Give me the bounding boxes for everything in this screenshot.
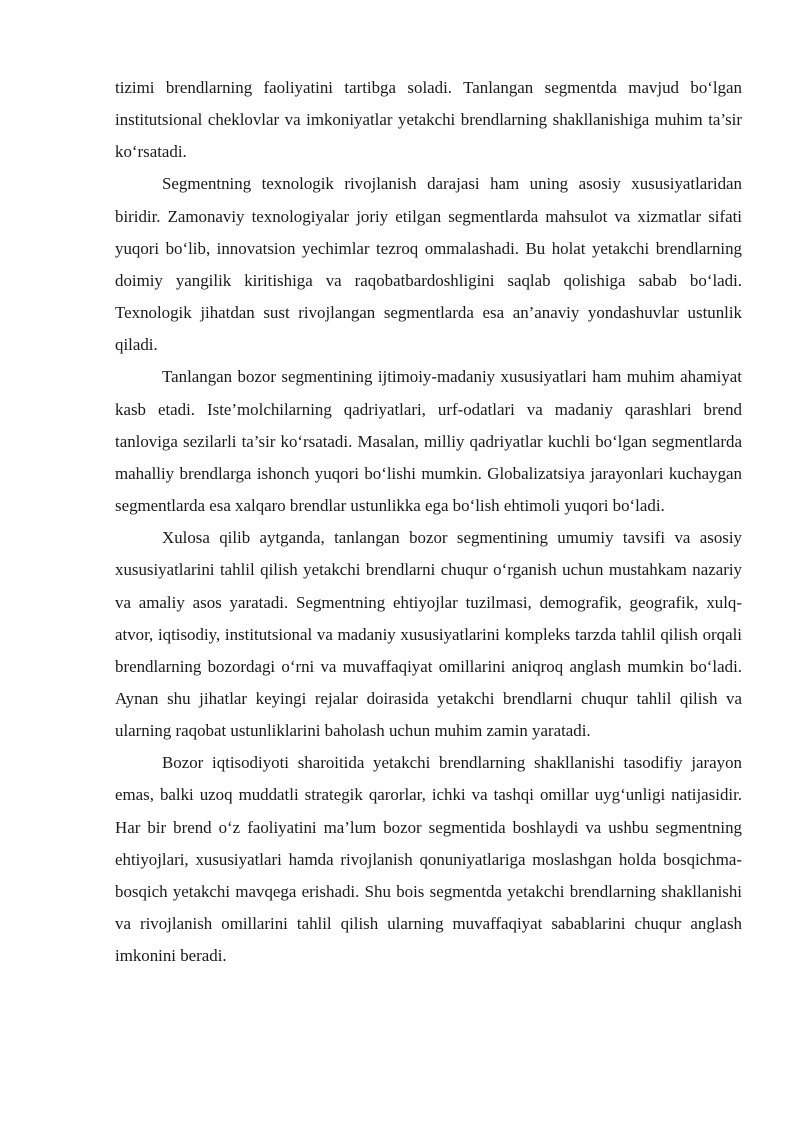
paragraph-continuation: tizimi brendlarning faoliyatini tartibga soladi. Tanlangan segmentda mavjud bo‘lgan institutsional cheklovlar va imkoniyatlar yetakchi brendlarning shakllanishiga muhim ta’sir ko‘rsatadi. bbox=[115, 78, 742, 162]
paragraph-market-economy: Bozor iqtisodiyoti sharoitida yetakchi brendlarning shakllanishi tasodifiy jarayon emas, balki uzoq muddatli strategik qarorlar, ichki va tashqi omillar uyg‘unligi natijasidir. Har bir brend o‘z faoliyatini ma’lum bozor segmentida boshlaydi va ushbu segmentning ehtiyojlari, xususiyatlari hamda rivojlanish qonuniyatlariga moslashgan holda bosqichma-bosqich yetakchi mavqega erishadi. Shu bois segmentda yetakchi brendlarning shakllanishi va rivojlanish omillarini tahlil qilish ularning muvaffaqiyat sabablarini chuqur anglash imkonini beradi. bbox=[115, 753, 742, 966]
paragraph-conclusion: Xulosa qilib aytganda, tanlangan bozor segmentining umumiy tavsifi va asosiy xususiyatlarini tahlil qilish yetakchi brendlarni chuqur o‘rganish uchun mustahkam nazariy va amaliy asos yaratadi. Segmentning ehtiyojlar tuzilmasi, demografik, geografik, xulq-atvor, iqtisodiy, institutsional va madaniy xususiyatlarini kompleks tarzda tahlil qilish orqali brendlarning bozordagi o‘rni va muvaffaqiyat omillarini aniqroq anglash mumkin bo‘ladi. Aynan shu jihatlar keyingi rejalar doirasida yetakchi brendlarni chuqur tahlil qilish va ularning raqobat ustunliklarini baholash uchun muhim zamin yaratadi. bbox=[115, 528, 742, 741]
paragraph-technology: Segmentning texnologik rivojlanish darajasi ham uning asosiy xususiyatlaridan biridir. Zamonaviy texnologiyalar joriy etilgan segmentlarda mahsulot va xizmatlar sifati yuqori bo‘lib, innovatsion yechimlar tezroq ommalashadi. Bu holat yetakchi brendlarning doimiy yangilik kiritishiga va raqobatbardoshligini saqlab qolishiga sabab bo‘ladi. Texnologik jihatdan sust rivojlangan segmentlarda esa an’anaviy yondashuvlar ustunlik qiladi. bbox=[115, 174, 742, 355]
document-page bbox=[115, 72, 742, 972]
paragraph-sociocultural: Tanlangan bozor segmentining ijtimoiy-madaniy xususiyatlari ham muhim ahamiyat kasb etadi. Iste’molchilarning qadriyatlari, urf-odatlari va madaniy qarashlari brend tanloviga sezilarli ta’sir ko‘rsatadi. Masalan, milliy qadriyatlar kuchli bo‘lgan segmentlarda mahalliy brendlarga ishonch yuqori bo‘lishi mumkin. Globalizatsiya jarayonlari kuchaygan segmentlarda esa xalqaro brendlar ustunlikka ega bo‘lish ehtimoli yuqori bo‘ladi. bbox=[115, 367, 742, 516]
